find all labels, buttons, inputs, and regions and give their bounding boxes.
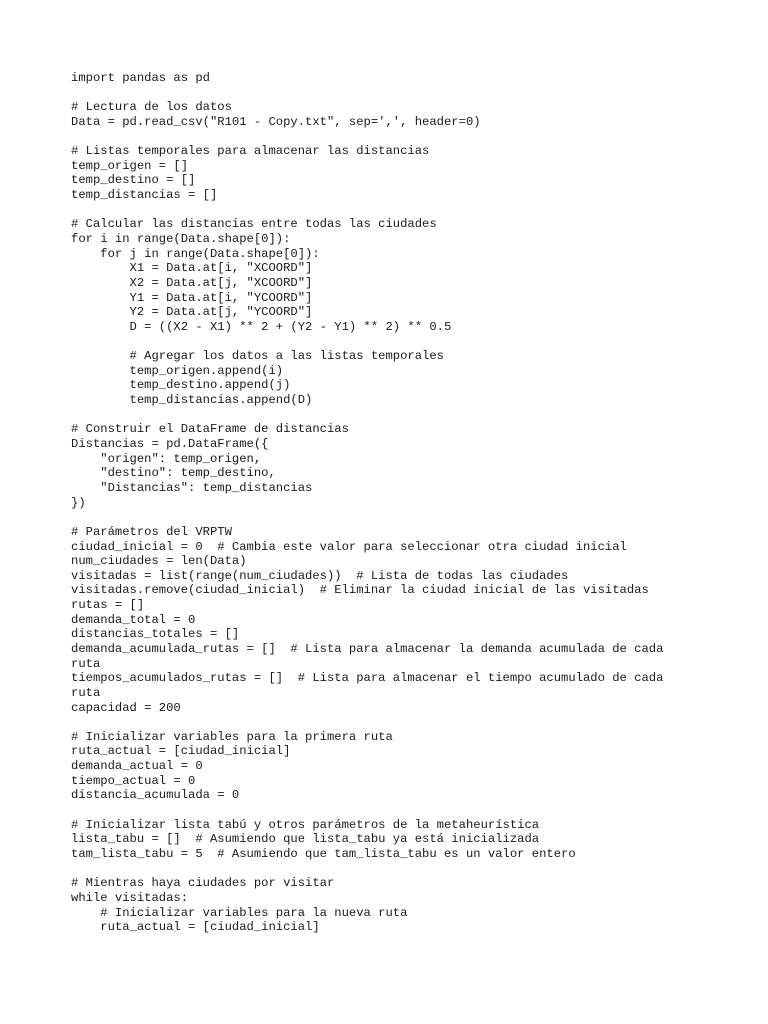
code-line: demanda_acumulada_rutas = [] # Lista para almacenar la demanda acumulada de cada [71, 641, 664, 656]
code-line: visitadas.remove(ciudad_inicial) # Eliminar la ciudad inicial de las visitadas [71, 583, 649, 598]
code-line: # Agregar los datos a las listas temporales [71, 349, 444, 364]
code-line: D = ((X2 - X1) ** 2 + (Y2 - Y1) ** 2) ** 0.5 [71, 319, 452, 334]
code-line [71, 715, 663, 730]
code-line: # Listas temporales para almacenar las distancias [71, 144, 430, 159]
code-line: ciudad_inicial = 0 # Cambia este valor para seleccionar otra ciudad inicial [71, 539, 627, 554]
code-line: "destino": temp_destino, [71, 466, 276, 481]
code-line: temp_origen = [] [71, 158, 189, 173]
code-line [71, 86, 663, 101]
code-line: Y1 = Data.at[i, "YCOORD"] [71, 290, 313, 305]
code-line: distancias_totales = [] [71, 627, 240, 642]
code-line: num_ciudades = len(Data) [71, 554, 247, 569]
code-line [71, 130, 663, 145]
code-line [71, 510, 663, 525]
code-line: Y2 = Data.at[j, "YCOORD"] [71, 305, 313, 320]
code-line [71, 803, 663, 818]
code-line: temp_destino.append(j) [71, 378, 291, 393]
code-line: tam_lista_tabu = 5 # Asumiendo que tam_lista_tabu es un valor entero [71, 846, 576, 861]
code-line: }) [71, 495, 86, 510]
code-line: temp_origen.append(i) [71, 363, 284, 378]
code-line: Distancias = pd.DataFrame({ [71, 437, 269, 452]
code-line: temp_distancias.append(D) [71, 393, 313, 408]
code-line: # Lectura de los datos [71, 100, 232, 115]
code-line: "origen": temp_origen, [71, 451, 262, 466]
code-line: for j in range(Data.shape[0]): [71, 246, 320, 261]
code-line: X2 = Data.at[j, "XCOORD"] [71, 275, 313, 290]
code-line: tiempo_actual = 0 [71, 773, 196, 788]
code-line: "Distancias": temp_distancias [71, 480, 313, 495]
code-line: X1 = Data.at[i, "XCOORD"] [71, 261, 313, 276]
code-line: Data = pd.read_csv("R101 - Copy.txt", sep=',', header=0) [71, 114, 481, 129]
code-line: # Inicializar lista tabú y otros parámetros de la metaheurística [71, 817, 540, 832]
code-line: demanda_actual = 0 [71, 759, 203, 774]
code-line: visitadas = list(range(num_ciudades)) # Lista de todas las ciudades [71, 568, 569, 583]
code-line [71, 408, 663, 423]
code-line: # Parámetros del VRPTW [71, 524, 232, 539]
code-line: rutas = [] [71, 598, 145, 613]
code-line: capacidad = 200 [71, 700, 181, 715]
code-line: temp_destino = [] [71, 173, 196, 188]
code-line [71, 203, 663, 218]
code-line: import pandas as pd [71, 71, 210, 85]
code-line: tiempos_acumulados_rutas = [] # Lista para almacenar el tiempo acumulado de cada [71, 671, 664, 686]
code-line: # Construir el DataFrame de distancias [71, 422, 349, 437]
code-line: ruta [71, 685, 101, 700]
code-line: for i in range(Data.shape[0]): [71, 232, 291, 247]
code-line: ruta [71, 656, 101, 671]
code-line: ruta_actual = [ciudad_inicial] [71, 744, 291, 759]
code-line: while visitadas: [71, 890, 189, 905]
code-line: temp_distancias = [] [71, 188, 218, 203]
code-line: ruta_actual = [ciudad_inicial] [71, 920, 320, 935]
code-line: # Inicializar variables para la primera ruta [71, 729, 393, 744]
code-line: lista_tabu = [] # Asumiendo que lista_tabu ya está inicializada [71, 832, 540, 847]
code-block [71, 71, 663, 935]
code-line [71, 862, 663, 877]
code-line [71, 335, 663, 350]
code-line: demanda_total = 0 [71, 612, 196, 627]
code-line: # Calcular las distancias entre todas las ciudades [71, 217, 437, 232]
code-line: # Mientras haya ciudades por visitar [71, 876, 335, 891]
code-line: distancia_acumulada = 0 [71, 788, 240, 803]
code-line: # Inicializar variables para la nueva ruta [71, 905, 408, 920]
